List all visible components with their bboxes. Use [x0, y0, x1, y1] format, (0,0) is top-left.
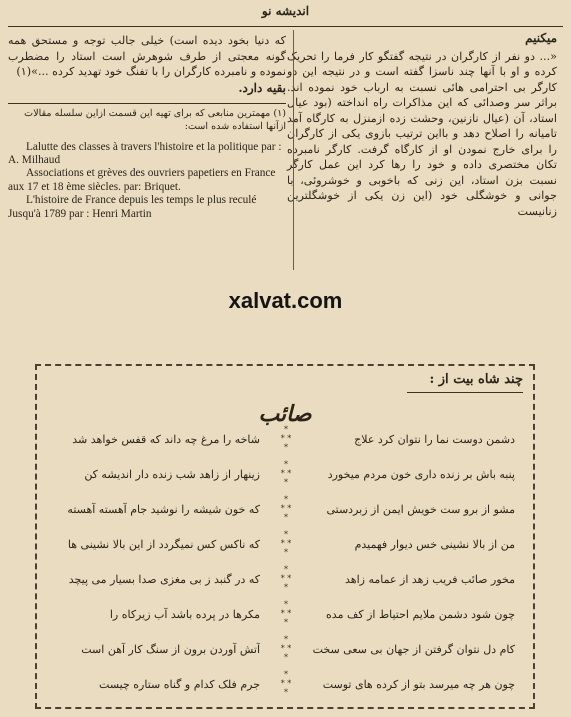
reference-item: L'histoire de France depuis les temps le plus reculé Jusqu'à 1789 par : Henri Martin [8, 194, 257, 220]
star-separator-icon: * * * * [280, 670, 292, 697]
verse-first-hemistich: مشو از برو ست خویش ایمن از زبردستی [326, 503, 515, 516]
header-rule [8, 26, 563, 27]
verse-second-hemistich: که ناکس کس نمیگردد از این بالا نشینی ها [67, 538, 260, 551]
poetry-heading: چند شاه بیت از : [429, 372, 523, 387]
verse-second-hemistich: شاخه را مرغ چه داند که قفس خواهد شد [72, 433, 260, 446]
star-separator-icon: * * * * [280, 530, 292, 557]
reference-item: Lalutte des classes à travers l'histoire et la politique par : A. Milhaud [8, 140, 282, 166]
verse-second-hemistich: که در گنبد ز بی مغزی صدا بسیار می پیچد [68, 573, 260, 586]
right-column [287, 31, 557, 219]
poetry-box [35, 364, 535, 709]
verse-first-hemistich: دشمن دوست نما را نتوان کرد علاج [354, 433, 515, 446]
verse-row [49, 565, 521, 592]
right-column-text: «... دو نفر از کارگران در نتیجه گفتگو کار فرما را تحریک کرده و او با آنها چند ناسزا گفته است و در نتیجه این دو کارگر بی احترامی هائی نسبت به ارباب خود نموده اند. براثر سر وصدائی که این مذاکرات راه انداخته (بود عیال استاد، آن (عیال نازنین، وحشت زده ازمنزل به کارگاه آمد تامیانه را اصلاح دهد و بااین ترتیب بازوی یکی از کارگران را برای خارج نمودن او از کارگاه گرفت. کارگر نامبرده تکان مختصری داده و خود را رها کرد این عمل کارگر نسبت بزن استاد، این زنی که باخوبی و خوشروئی، با جوانی و خوشگلی خود (این زن یکی از خوشگلترین زنانیست [287, 49, 557, 218]
star-separator-icon: * * * * [280, 565, 292, 592]
to-be-continued: بقیه دارد. [238, 80, 286, 95]
verse-first-hemistich: من از بالا نشینی خس دیوار فهمیدم [354, 538, 515, 551]
verse-second-hemistich: آتش آوردن برون از سنگ کار آهن است [81, 643, 260, 656]
bibliography [8, 141, 286, 221]
verse-row [49, 460, 521, 487]
verse-row [49, 600, 521, 627]
column-label: میکنیم [525, 31, 557, 45]
verse-second-hemistich: جرم فلک کدام و گناه ستاره چیست [99, 678, 260, 691]
left-column [8, 33, 286, 221]
verse-first-hemistich: پنبه باش بر زنده داری خون مردم میخورد [327, 468, 515, 481]
poet-name: صائب [258, 401, 312, 427]
star-separator-icon: * * * * [280, 460, 292, 487]
reference-item: Associations et grèves des ouvriers papetiers en France aux 17 et 18 ème siècles. par: Briquet. [8, 167, 276, 193]
verse-first-hemistich: چون هر چه میرسد بتو از کرده های توست [322, 678, 515, 691]
verse-row [49, 530, 521, 557]
star-separator-icon: * * * * [280, 600, 292, 627]
footnote-rule [8, 103, 286, 104]
verse-first-hemistich: چون شود دشمن ملایم احتیاط از کف مده [326, 608, 515, 621]
verse-first-hemistich: کام دل نتوان گرفتن از جهان بی سعی سخت [312, 643, 515, 656]
verse-second-hemistich: مکرها در پرده باشد آب زیرکاه را [109, 608, 260, 621]
verse-first-hemistich: مخور صائب فریب زهد از عمامه زاهد [345, 573, 515, 586]
verse-row [49, 670, 521, 697]
verse-row [49, 425, 521, 452]
star-separator-icon: * * * * [280, 425, 292, 452]
verse-row [49, 635, 521, 662]
watermark: xalvat.com [228, 288, 343, 313]
verse-second-hemistich: زینهار از زاهد شب زنده دار اندیشه کن [84, 468, 260, 481]
left-column-text: که دنیا بخود دیده است) خیلی جالب توجه و مستحق همه گونه معجتی از طرف شوهرش است استاد را مضطرب نموده و نامبرده کارگران را با تفنگ خود تهدید کرده ...»(۱) [8, 34, 286, 78]
star-separator-icon: * * * * [280, 495, 292, 522]
verse-row [49, 495, 521, 522]
column-divider [293, 30, 294, 270]
footnote: (۱) مهمترین منابعی که برای تهیه این قسمت ازاین سلسله مقالات ازآنها استفاده شده است: [24, 107, 286, 132]
heading-underline [407, 392, 523, 393]
star-separator-icon: * * * * [280, 635, 292, 662]
running-title: اندیشه نو [261, 4, 310, 18]
verse-second-hemistich: که خون شیشه را نوشید جام آهسته آهسته [67, 503, 260, 516]
